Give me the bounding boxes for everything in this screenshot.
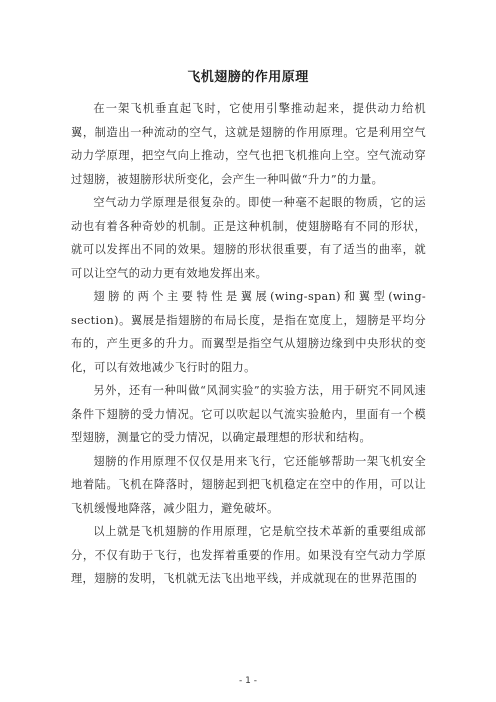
paragraph: 翅膀的作用原理不仅仅是用来飞行，它还能够帮助一架飞机安全地着陆。飞机在降落时，翅膀起到把飞机稳定在空中的作用，可以让飞机缓慢地降落，减少阻力，避免破坏。 (71, 454, 426, 515)
document-title: 飞机翅膀的作用原理 (187, 70, 309, 85)
paragraph: 翅膀的两个主要特性是翼展(wing-span)和翼型(wing-section)。翼展是指翅膀的布局长度，是指在宽度上，翅膀是平均分布的，产生更多的升力。而翼型是指空气从翅膀边缘到中央形状的变化，可以有效地减少飞行时的阻力。 (71, 290, 426, 374)
page-number: - 1 - (239, 676, 257, 686)
paragraph: 以上就是飞机翅膀的作用原理，它是航空技术革新的重要组成部分，不仅有助于飞行，也发挥着重要的作用。如果没有空气动力学原理，翅膀的发明，飞机就无法飞出地平线，并成就现在的世界范围的 (71, 525, 426, 585)
paragraph: 另外，还有一种叫做“风洞实验”的实验方法，用于研究不同风速条件下翅膀的受力情况。它可以吹起以气流实验舱内，里面有一个模型翅膀，测量它的受力情况，以确定最理想的形状和结构。 (71, 384, 426, 444)
paragraph: 空气动力学原理是很复杂的。即使一种毫不起眼的物质，它的运动也有着各种奇妙的机制。正是这种机制，使翅膀略有不同的形状，就可以发挥出不同的效果。翅膀的形状很重要，有了适当的曲率，就可以让空气的动力更有效地发挥出来。 (71, 196, 426, 280)
paragraph: 在一架飞机垂直起飞时，它使用引擎推动起来，提供动力给机翼，制造出一种流动的空气，这就是翅膀的作用原理。它是利用空气动力学原理，把空气向上推动，空气也把飞机推向上空。空气流动穿过翅膀，被翅膀形状所变化，会产生一种叫做“升力”的力量。 (71, 102, 426, 186)
document-body (71, 97, 426, 591)
